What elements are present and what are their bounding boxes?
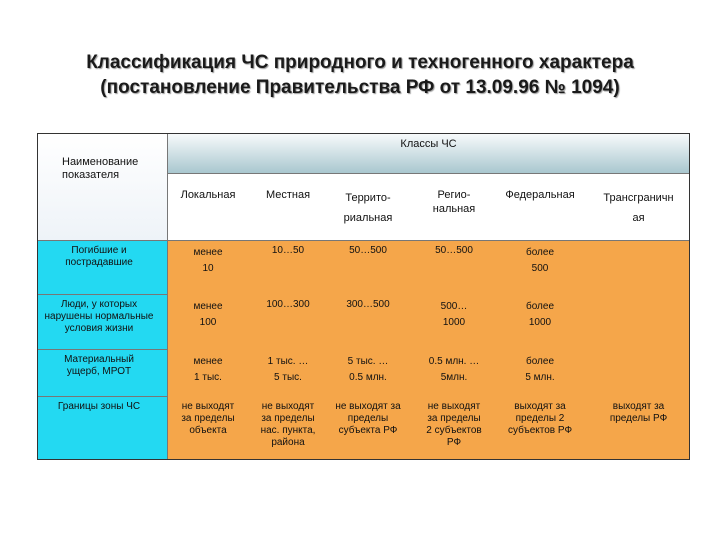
text-line: условия жизни — [64, 323, 134, 334]
text-line: выходят за — [514, 401, 566, 412]
emergency-classes-label: Классы ЧС — [400, 138, 457, 150]
text-line: 1 тыс. … — [267, 356, 309, 367]
title-line-2: (постановление Правительства РФ от 13.09.96 № 1094) — [100, 77, 620, 98]
text-line: 100 — [199, 317, 217, 328]
column-header-line-1: Террито- — [345, 192, 391, 204]
text-line: 50…500 — [349, 245, 387, 256]
title-line-1: Классификация ЧС природного и техногенного характера — [86, 52, 634, 73]
table-cell — [500, 245, 580, 277]
column-header-line-2: ая — [632, 212, 645, 224]
text-line: 300…500 — [346, 299, 390, 310]
text-line: пострадавшие — [65, 257, 133, 268]
text-line: выходят за — [612, 401, 665, 412]
text-line: 100…300 — [266, 299, 310, 310]
text-line: 5 тыс. … — [347, 356, 389, 367]
text-line: не выходят — [427, 401, 481, 412]
text-line: за пределы — [427, 413, 481, 424]
column-header-line-1: Местная — [265, 189, 311, 201]
text-line: 2 субъектов — [426, 425, 482, 436]
table-cell — [168, 401, 248, 437]
table-cell — [168, 299, 248, 331]
column-header — [248, 188, 328, 202]
table-cell — [414, 401, 494, 449]
text-line: нарушены нормальные — [44, 311, 154, 322]
text-line: 500… — [440, 301, 468, 312]
text-line: 1000 — [528, 317, 552, 328]
row-header-label — [38, 354, 160, 378]
text-line: Границы зоны ЧС — [57, 401, 141, 412]
table-cell — [500, 299, 580, 331]
text-line: 0.5 млн. … — [428, 356, 480, 367]
column-header-line-1: Регио- — [437, 189, 471, 201]
table-cell — [168, 245, 248, 277]
table-cell — [248, 354, 328, 386]
column-header-line-1: Трансграничн — [603, 192, 674, 204]
text-line: 1000 — [442, 317, 466, 328]
column-header-line-2: риальная — [343, 212, 393, 224]
column-header — [168, 188, 248, 202]
text-line: не выходят — [181, 401, 235, 412]
table-cell — [414, 299, 494, 331]
text-line: пределы — [347, 413, 389, 424]
table-cell — [500, 354, 580, 386]
text-line: Люди, у которых — [60, 299, 138, 310]
column-header-line-1: Локальная — [180, 189, 236, 201]
text-line: 10…50 — [271, 245, 305, 256]
text-line: РФ — [446, 437, 462, 448]
row-header — [38, 241, 168, 295]
text-line: субъектов РФ — [507, 425, 573, 436]
table-cell — [248, 245, 328, 257]
table-cell — [414, 245, 494, 257]
slide-title — [0, 50, 720, 100]
text-line: менее — [193, 247, 223, 258]
column-header-line-2: нальная — [432, 203, 476, 215]
emergency-classes-header — [168, 134, 689, 174]
row-header-label — [38, 299, 160, 335]
table-cell — [500, 401, 580, 437]
text-line: пределы 2 — [515, 413, 565, 424]
text-line: Материальный — [64, 354, 134, 365]
text-line: более — [525, 301, 555, 312]
text-line: менее — [193, 356, 223, 367]
row-header — [38, 350, 168, 397]
text-line: Погибшие и — [71, 245, 127, 256]
column-header — [328, 188, 408, 228]
text-line: 10 — [202, 263, 214, 274]
table-cell — [328, 401, 408, 437]
text-line: объекта — [189, 425, 227, 436]
table-cell — [414, 354, 494, 386]
indicator-name-line-2: показателя — [62, 169, 120, 181]
text-line: не выходят — [261, 401, 315, 412]
table-corner-header — [38, 134, 168, 241]
row-header-label — [38, 401, 160, 413]
table-cell — [328, 245, 408, 257]
text-line: не выходят за — [335, 401, 401, 412]
text-line: менее — [193, 301, 223, 312]
text-line: 5 млн. — [525, 372, 555, 383]
table-cell — [328, 354, 408, 386]
column-header — [500, 188, 580, 202]
table-cell — [168, 354, 248, 386]
text-line: нас. пункта, — [260, 425, 316, 436]
text-line: 0.5 млн. — [349, 372, 387, 383]
text-line: района — [271, 437, 305, 448]
indicator-name-line-1: Наименование — [62, 156, 139, 168]
table-cell — [328, 299, 408, 311]
indicator-name-header — [62, 156, 138, 182]
text-line: за пределы — [181, 413, 235, 424]
row-header-label — [38, 245, 160, 269]
text-line: 5 тыс. — [274, 372, 302, 383]
text-line: субъекта РФ — [338, 425, 398, 436]
table-cell — [248, 401, 328, 449]
text-line: ущерб, МРОТ — [66, 366, 132, 377]
column-header — [586, 188, 690, 228]
column-header-line-1: Федеральная — [505, 189, 575, 201]
row-header — [38, 295, 168, 350]
row-header — [38, 397, 168, 460]
table-cell — [248, 299, 328, 311]
text-line: пределы РФ — [609, 413, 668, 424]
column-header — [414, 188, 494, 216]
text-line: 1 тыс. — [194, 372, 222, 383]
text-line: более — [525, 356, 555, 367]
text-line: 50…500 — [435, 245, 473, 256]
text-line: более — [525, 247, 555, 258]
text-line: 5млн. — [440, 372, 468, 383]
table-cell — [586, 401, 690, 425]
classification-table — [37, 133, 690, 460]
text-line: 500 — [531, 263, 549, 274]
text-line: за пределы — [261, 413, 315, 424]
